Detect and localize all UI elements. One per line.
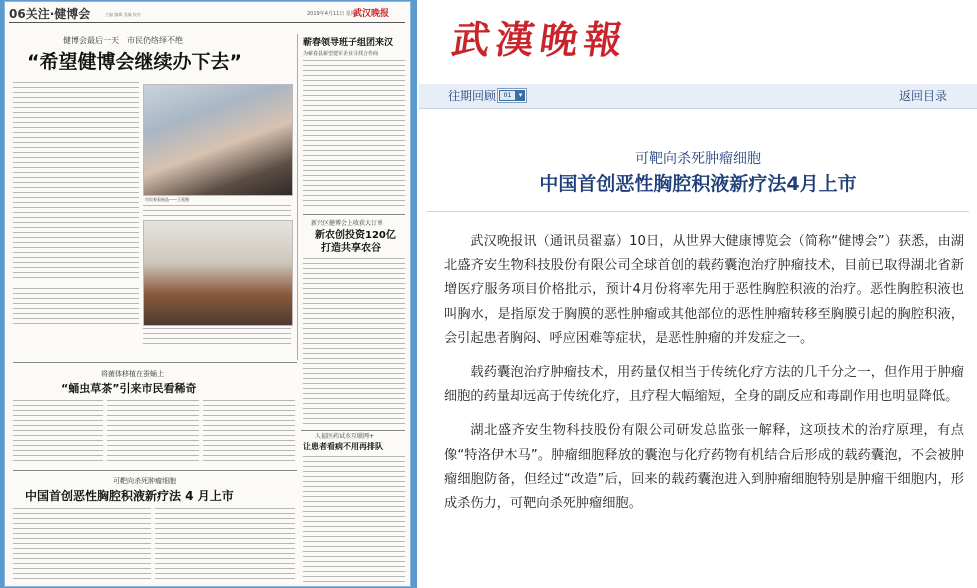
story1-headline[interactable]: “希望健博会继续办下去” [27,51,242,73]
story6-body-text [13,508,151,582]
story3-headline-line2[interactable]: 打造共享农谷 [321,243,381,254]
story4-headline[interactable]: “蛹虫草茶”引来市民看稀奇 [61,382,197,395]
story2-headline[interactable]: 蕲春领导班子组团来汉 [303,38,394,48]
story-divider [301,430,405,431]
article-paragraph: 湖北盛齐安生物科技股份有限公司研发总监张一解释，这项技术的治疗原理，有点像“特洛伊木马”。肿瘤细胞释放的囊泡与化疗药物有机结合后形成的载药囊泡，不会被肿瘤细胞防备，但经过“改造”后，回来的载药囊泡进入到肿瘤细胞特别是肿瘤干细胞内，形成杀伤力，可靶向杀死肿瘤细胞。 [444,423,964,512]
story4-body-text-3 [203,400,295,464]
page-date: 2019年4月11日 星期四 [307,11,361,17]
story4-kicker: 将菌体移植在蚕蛹上 [101,370,164,378]
story6-body-text-2 [155,508,295,582]
story4-body-text [13,400,103,464]
issue-select[interactable] [497,88,527,103]
chevron-down-icon[interactable]: ▾ [516,90,525,101]
story1-photo [143,84,293,196]
back-to-contents-link[interactable]: 返回目录 [898,89,947,103]
past-issues-link[interactable]: 往期回顾 [448,89,497,103]
story-divider [303,214,405,215]
story3-headline[interactable]: 新农创投资120亿 [315,230,396,241]
article-kicker: 可靶向杀死肿瘤细胞 [635,151,761,167]
story2-body-text [303,60,405,210]
page-header [9,6,405,23]
page-section-label: 06关注·健博会 [9,7,91,21]
page-editor-line: 主编 编辑 美编 校对 [105,12,141,17]
story1-kicker[interactable]: 健博会最后一天 市民仍络绎不绝 [63,36,183,45]
story1-body-text [13,82,139,282]
article-paragraph: 载药囊泡治疗肿瘤技术，用药量仅相当于传统化疗方法的几千分之一，但作用于肿瘤细胞的药量却远高于传统化疗，且疗程大幅缩短，全身的副反应和毒副作用也明显降低。 [444,365,964,405]
headline-divider [427,211,969,212]
article-headline: 中国首创恶性胸腔积液新疗法4月上市 [539,173,857,195]
story3-body-text [303,258,405,428]
article-body [444,230,964,526]
story5-headline[interactable]: 让患者看病不用再排队 [303,442,383,451]
issue-navbar [419,84,977,109]
story1-body-text-3 [13,288,139,324]
newspaper-page-panel [0,0,417,588]
story6-headline[interactable]: 中国首创恶性胸腔积液新疗法 4 月上市 [25,489,234,503]
story4-body-text-2 [107,400,199,464]
story5-body-text [303,456,405,582]
column-divider [297,34,298,360]
story1-photo-caption: 市民观看展品——王延摄 [145,197,189,202]
story-divider [13,470,297,471]
page-masthead: 武汉晚报 [353,9,390,19]
site-logo: 武漢晚報 [448,17,632,62]
story-divider [13,362,297,363]
story3-photo [143,220,293,326]
newspaper-page-image[interactable] [5,2,410,586]
article-paragraph: 武汉晚报讯（通讯员翟嘉）10日，从世界大健康博览会（简称“健博会”）获悉，由湖北盛齐安生物科技股份有限公司全球首创的载药囊泡治疗肿瘤技术，目前已取得湖北省新增医疗服务项目价格批示，预计4月份将率先用于恶性胸腔积液的治疗。恶性胸腔积液也叫胸水，是指原发于胸膜的恶性肿瘤或其他部位的恶性肿瘤转移至胸膜引起的胸腔积液，会引起患者胸闷、呼应困难等症状，是恶性肿瘤的并发症之一。 [444,234,964,346]
story2-subhead: 为蕲春县新型建军企业寻找合作商 [303,51,379,57]
story3-photo-caption-text [143,328,291,344]
story3-kicker: 新兴区健博会上收获大订单 [311,220,384,227]
issue-select-value: 01 [499,90,516,101]
story5-kicker: 人福医药试水互联网+ [315,433,375,440]
story6-kicker: 可靶向杀死肿瘤细胞 [113,477,176,485]
